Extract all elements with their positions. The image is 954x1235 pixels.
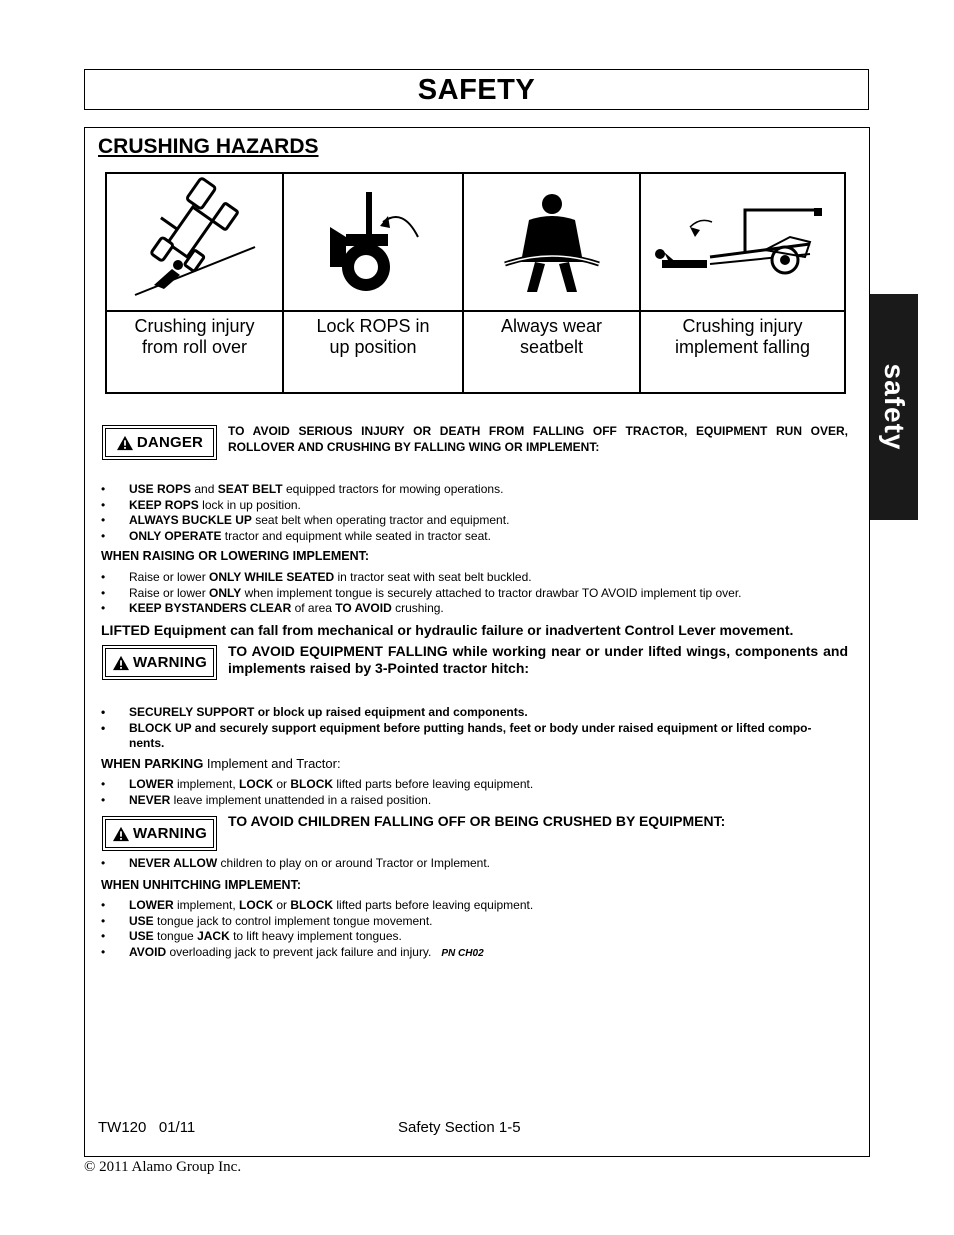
icon-cell-rollover (107, 174, 284, 392)
footer-section: Safety Section 1-5 (398, 1119, 521, 1136)
list-item: • USE ROPS and SEAT BELT equipped tractors for mowing operations. (101, 482, 504, 496)
side-tab-label: safety (878, 363, 910, 451)
list-item: • ONLY OPERATE tractor and equipment while seated in tractor seat. (101, 528, 491, 543)
copyright: © 2011 Alamo Group Inc. (84, 1159, 242, 1175)
warning-sign-children (102, 816, 217, 851)
rops-up-icon (308, 182, 438, 302)
danger-sign (102, 425, 217, 460)
children-bullets (101, 856, 851, 872)
list-item: • Raise or lower ONLY WHILE SEATED in tractor seat with seat belt buckled. (101, 570, 532, 584)
warning-label: WARNING (133, 825, 207, 842)
warning-text: TO AVOID EQUIPMENT FALLING while working near or under lifted wings, components and implements raised by 3-Pointed tractor hitch: (228, 643, 848, 676)
icon-cell-seatbelt (464, 174, 641, 392)
lifted-note: LIFTED Equipment can fall from mechanical or hydraulic failure or inadvertent Control Lever movement. (101, 622, 794, 638)
list-item: nents. (129, 736, 165, 750)
unhitching-bullets (101, 898, 851, 961)
raising-bullets (101, 570, 851, 617)
list-item: • NEVER ALLOW children to play on or around Tractor or Implement. (101, 856, 491, 870)
warning-sign (102, 645, 217, 680)
implement-falling-icon (650, 182, 835, 302)
parking-bullets (101, 777, 851, 808)
list-item: • AVOID overloading jack to prevent jack failure and injury. PN CH02 (101, 944, 484, 959)
list-item: • USE tongue JACK to lift heavy implement tongues. (101, 929, 402, 943)
parking-heading: WHEN PARKING Implement and Tractor: (101, 756, 341, 771)
page-title: SAFETY (417, 74, 536, 106)
list-item: • ALWAYS BUCKLE UP seat belt when operating tractor and equipment. (101, 513, 510, 527)
part-number: PN CH02 (441, 947, 484, 959)
hazard-icon-panel (105, 172, 846, 394)
list-item: • NEVER leave implement unattended in a raised position. (101, 792, 432, 807)
footer-model: TW120 01/11 (98, 1119, 196, 1136)
alert-triangle-icon (116, 435, 134, 451)
icon-cell-rops (284, 174, 464, 392)
alert-triangle-icon (112, 655, 130, 671)
caption-rollover: Crushing injury from roll over (134, 316, 255, 357)
list-item: • USE tongue jack to control implement tongue movement. (101, 913, 433, 928)
danger-text: TO AVOID SERIOUS INJURY OR DEATH FROM FALLING OFF TRACTOR, EQUIPMENT RUN OVER, ROLLOVER AND CRUSHING BY FALLING WING OR IMPLEMENT: (228, 424, 848, 454)
caption-seatbelt: Always wear seatbelt (500, 316, 603, 357)
unhitching-heading: WHEN UNHITCHING IMPLEMENT: (101, 878, 301, 892)
side-tab (869, 294, 918, 520)
list-item: • KEEP ROPS lock in up position. (101, 497, 301, 512)
danger-label: DANGER (136, 434, 204, 451)
support-bullets (101, 705, 851, 752)
rops-bullets (101, 482, 851, 544)
caption-rops: Lock ROPS in up position (316, 316, 430, 357)
list-item: • LOWER implement, LOCK or BLOCK lifted parts before leaving equipment. (101, 777, 534, 791)
list-item: • LOWER implement, LOCK or BLOCK lifted parts before leaving equipment. (101, 898, 534, 912)
list-item: • KEEP BYSTANDERS CLEAR of area TO AVOID crushing. (101, 601, 444, 615)
warning-children-text: TO AVOID CHILDREN FALLING OFF OR BEING CRUSHED BY EQUIPMENT: (228, 813, 726, 829)
list-item: • SECURELY SUPPORT or block up raised equipment and components. (101, 705, 528, 719)
icon-cell-implement (641, 174, 844, 392)
warning-label: WARNING (133, 654, 207, 671)
raising-heading: WHEN RAISING OR LOWERING IMPLEMENT: (101, 549, 370, 563)
list-item: • Raise or lower ONLY when implement tongue is securely attached to tractor drawbar TO AVOID implement tip over. (101, 585, 742, 600)
header-box (84, 69, 869, 110)
list-item: • BLOCK UP and securely support equipment before putting hands, feet or body under raised equipment or lifted compo- (101, 720, 812, 735)
seatbelt-icon (497, 182, 607, 302)
alert-triangle-icon (112, 826, 130, 842)
caption-implement: Crushing injury implement falling (674, 316, 811, 357)
section-title: CRUSHING HAZARDS (98, 135, 319, 158)
rollover-icon (120, 177, 270, 307)
